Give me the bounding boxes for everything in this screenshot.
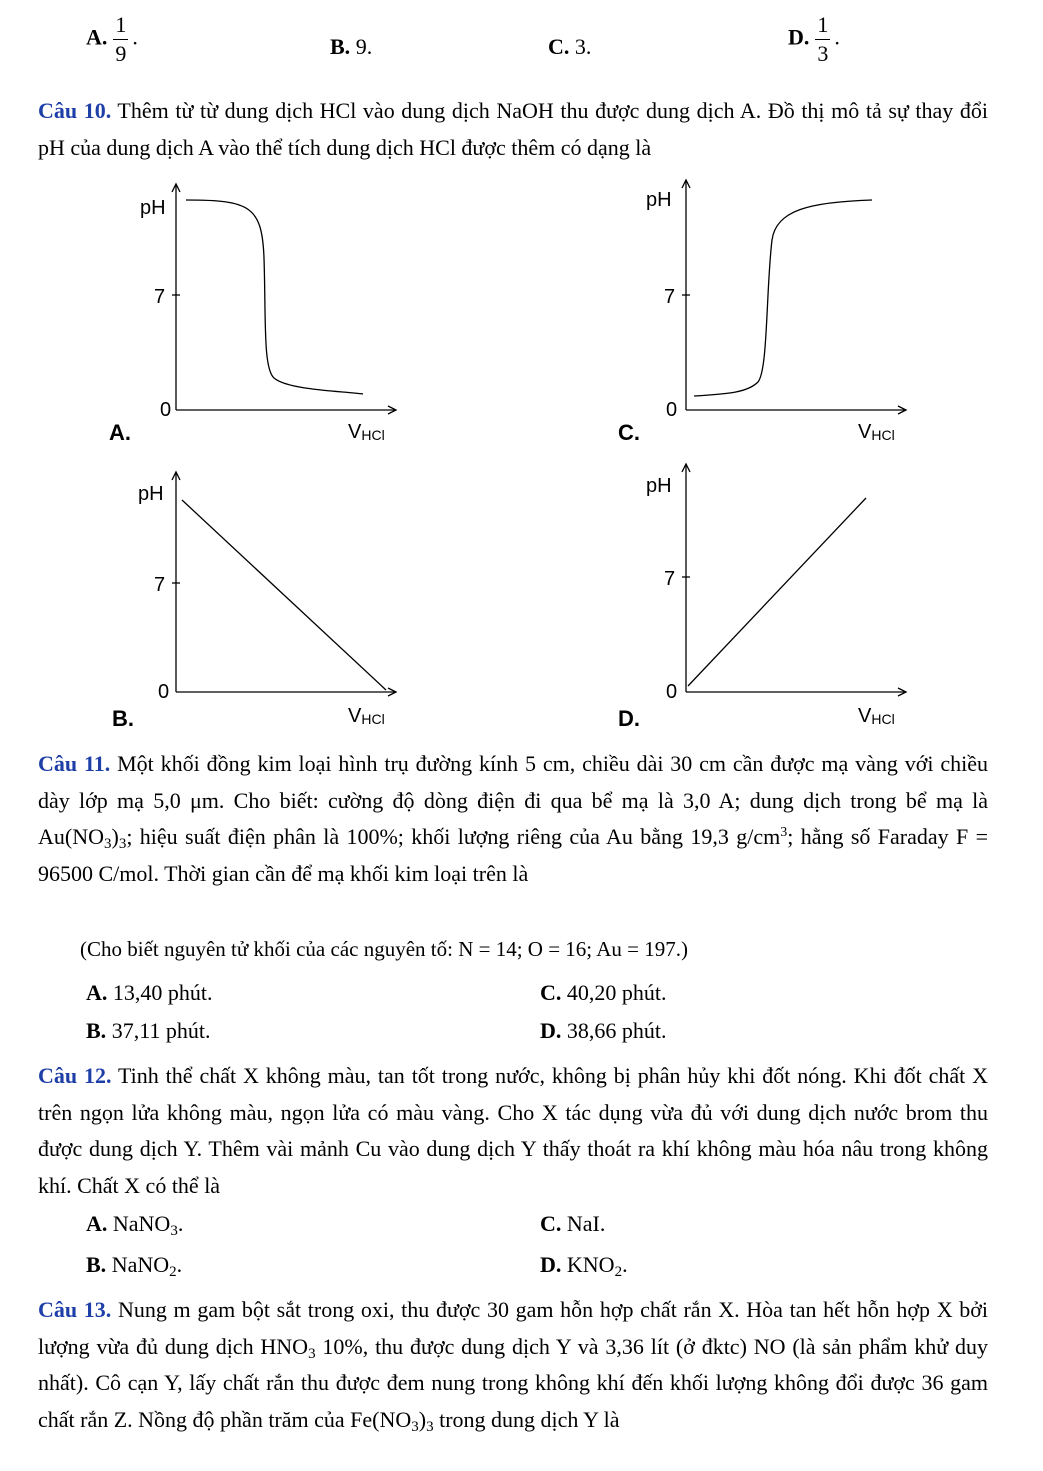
- question-text: Thêm từ từ dung dịch HCl vào dung dịch NaOH thu được dung dịch A. Đồ thị mô tả sự thay đổi pH của dung dịch A vào thể tích dung dịch HCl được thêm có dạng là: [38, 98, 988, 160]
- q12-option-c[interactable]: [540, 1211, 605, 1237]
- y-tick-label: 7: [664, 286, 676, 308]
- option-text: $KNO_2$.: [566, 1252, 628, 1280]
- graph-label: B.: [112, 706, 134, 731]
- q12-option-d[interactable]: [540, 1252, 628, 1278]
- ph-curve-increasing-sigmoid: [694, 200, 872, 396]
- fraction: [113, 14, 128, 65]
- graph-label: D.: [618, 706, 640, 731]
- graph-b[interactable]: [100, 462, 420, 734]
- question-number: Câu 12.: [38, 1063, 112, 1088]
- y-tick-label: 7: [154, 286, 166, 308]
- y-axis-label: pH: [138, 483, 164, 505]
- question-12: [38, 1058, 988, 1204]
- q11-option-d[interactable]: [540, 1018, 667, 1044]
- graph-label: A.: [109, 420, 131, 445]
- option-text: 13,40 phút.: [112, 980, 213, 1005]
- question-11: [38, 746, 988, 892]
- origin-label: 0: [160, 399, 172, 421]
- q9-option-c[interactable]: [548, 34, 591, 60]
- y-tick-label: 7: [154, 574, 166, 596]
- q11-option-b[interactable]: [86, 1018, 210, 1044]
- option-label: D.: [540, 1252, 562, 1277]
- numerator: 1: [815, 14, 830, 40]
- numerator: 1: [113, 14, 128, 40]
- question-number: Câu 13.: [38, 1297, 112, 1322]
- option-label: A.: [86, 980, 108, 1005]
- question-text: Tinh thể chất X không màu, tan tốt trong nước, không bị phân hủy khi đốt nóng. Khi đốt chất X trên ngọn lửa không màu, ngọn lửa có màu vàng. Cho X tác dụng vừa đủ với dung dịch nước brom thu được dung dịch Y. Thêm vài mảnh Cu vào dung dịch Y thấy thoát ra khí không màu hóa nâu trong không khí. Chất X có thể là: [38, 1063, 988, 1198]
- option-label: C.: [540, 1211, 562, 1236]
- ph-curve-decreasing-sigmoid: [186, 200, 363, 394]
- question-number: Câu 10.: [38, 98, 112, 123]
- q9-option-d[interactable]: [788, 14, 840, 65]
- option-tail: .: [132, 24, 138, 50]
- option-text: 38,66 phút.: [566, 1018, 667, 1043]
- fraction: [815, 14, 830, 65]
- y-axis-label: pH: [140, 197, 166, 219]
- x-axis-label: VHCl: [858, 705, 895, 727]
- question-number: Câu 11.: [38, 751, 111, 776]
- denominator: 3: [817, 41, 829, 66]
- y-axis-label: pH: [646, 475, 672, 497]
- option-text: NaNO$_2$.: [111, 1252, 183, 1280]
- option-label: A.: [86, 24, 108, 50]
- origin-label: 0: [666, 681, 678, 703]
- y-axis-label: pH: [646, 189, 672, 211]
- option-text: 9.: [355, 34, 373, 59]
- graph-d[interactable]: [610, 454, 930, 734]
- q11-option-a[interactable]: [86, 980, 213, 1006]
- option-label: C.: [540, 980, 562, 1005]
- option-label: A.: [86, 1211, 108, 1236]
- option-text: NaI.: [566, 1211, 606, 1236]
- option-label: D.: [540, 1018, 562, 1043]
- option-label: B.: [86, 1252, 107, 1277]
- option-text: 3.: [574, 34, 592, 59]
- option-text: NaNO$_3$.: [112, 1211, 184, 1239]
- question-10: [38, 93, 988, 166]
- option-label: B.: [86, 1018, 107, 1043]
- q9-option-b[interactable]: [330, 34, 372, 60]
- option-label: C.: [548, 34, 570, 59]
- origin-label: 0: [158, 681, 170, 703]
- q12-option-a[interactable]: [86, 1211, 183, 1237]
- origin-label: 0: [666, 399, 678, 421]
- denominator: 9: [115, 41, 127, 66]
- ph-line-decreasing: [182, 500, 386, 690]
- option-tail: .: [834, 24, 840, 50]
- x-axis-label: VHCl: [858, 421, 895, 443]
- atomic-mass-note: (Cho biết nguyên tử khối của các nguyên tố: N = 14; O = 16; Au = 197.): [80, 937, 688, 961]
- option-label: D.: [788, 24, 810, 50]
- graph-c[interactable]: [610, 170, 930, 450]
- ph-line-increasing: [688, 498, 866, 686]
- q11-option-c[interactable]: [540, 980, 667, 1006]
- graph-label: C.: [618, 420, 640, 445]
- q12-option-b[interactable]: [86, 1252, 182, 1278]
- option-label: B.: [330, 34, 351, 59]
- question-text: Một khối đồng kim loại hình trụ đường kính 5 cm, chiều dài 30 cm cần được mạ vàng với chiều dày lớp mạ 5,0 μm. Cho biết: cường độ dòng điện đi qua bể mạ là 3,0 A; dung dịch trong bể mạ là $Au(NO_3)_3$; hiệu suất điện phân là 100%; khối lượng riêng của Au bằng 19,3 $g/cm^3$; hằng số Faraday F = 96500 C/mol. Thời gian cần để mạ khối kim loại trên là: [38, 751, 989, 886]
- graph-a[interactable]: [100, 178, 420, 450]
- y-tick-label: 7: [664, 568, 676, 590]
- option-text: 40,20 phút.: [566, 980, 667, 1005]
- question-text: Nung m gam bột sắt trong oxi, thu được 30 gam hỗn hợp chất rắn X. Hòa tan hết hỗn hợp X bởi lượng vừa đủ dung dịch $HNO_3$ 10%, thu được dung dịch Y và 3,36 lít (ở đktc) NO (là sản phẩm khử duy nhất). Cô cạn Y, lấy chất rắn thu được đem nung trong không khí đến khối lượng không đổi được 36 gam chất rắn Z. Nồng độ phần trăm của $Fe(NO_3)_3$ trong dung dịch Y là: [38, 1297, 989, 1435]
- option-text: 37,11 phút.: [111, 1018, 211, 1043]
- q9-option-a[interactable]: [86, 14, 138, 65]
- x-axis-label: VHCl: [348, 421, 385, 443]
- x-axis-label: VHCl: [348, 705, 385, 727]
- question-13: [38, 1292, 988, 1438]
